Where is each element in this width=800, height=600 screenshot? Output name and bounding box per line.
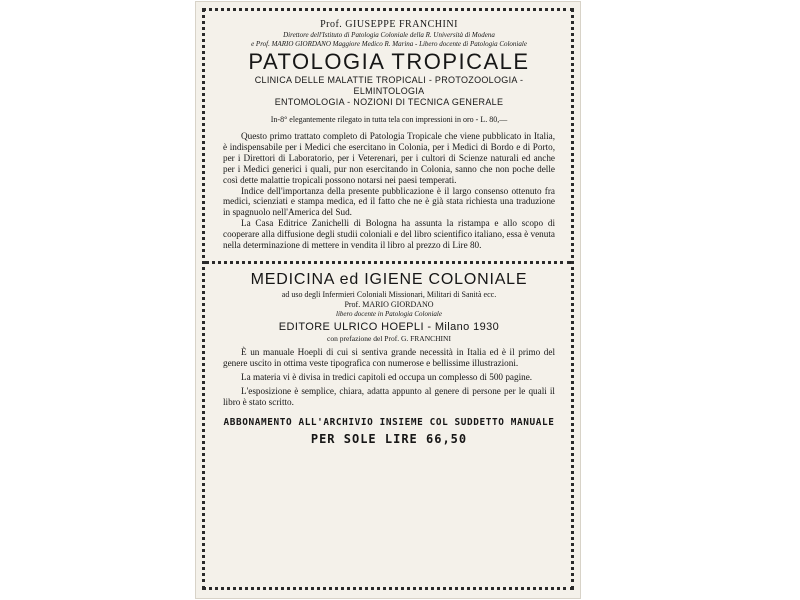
ad2-audience: ad uso degli Infermieri Coloniali Missionari, Militari di Sanità ecc. [281, 289, 497, 299]
ad2-paragraph: La materia vi è divisa in tredici capitoli ed occupa un complesso di 500 pagine. [241, 372, 533, 383]
ad1-price: In-8° elegantemente rilegato in tutta tela con impressioni in oro - L. 80,— [270, 115, 508, 124]
ad2-title: MEDICINA ed IGIENE COLONIALE [250, 270, 528, 288]
ad1-coauthor: e Prof. MARIO GIORDANO Maggiore Medico R. Marina - Libero docente di Patologia Coloniale [251, 39, 527, 48]
offer-line-2: PER SOLE LIRE 66,50 [310, 432, 468, 447]
subscription-offer [219, 417, 559, 446]
ad1-paragraph: La Casa Editrice Zanichelli di Bologna ha assunta la ristampa e allo scopo di cooperare alla diffusione degli studii coloniali e del libro scientifico italiano, essa è venuta nella determinazione di mettere in vendita il libro al prezzo di Lire 80. [223, 218, 556, 251]
ad1-title: PATOLOGIA TROPICALE [248, 49, 530, 74]
scanned-page [196, 2, 580, 598]
advertisement-patologia-tropicale [219, 19, 559, 251]
ad1-subtitle-line-2: ENTOMOLOGIA - NOZIONI DI TECNICA GENERALE [274, 97, 504, 107]
dotted-border-frame [202, 8, 574, 590]
ad2-preface: con prefazione del Prof. G. FRANCHINI [327, 334, 451, 344]
ad1-paragraph: Questo primo trattato completo di Patologia Tropicale che viene pubblicato in Italia, è indispensabile per i Medici che esercitano in Colonia, per i Medici di Bordo e di Porto, per i Direttori di Laboratorio, per i Veterenari, per i cultori di Scienze naturali ed anche per i Medici generici i quali, pur non esercitando in Colonia, sanno che non poche delle così dette malattie tropicali possono notarsi nei paesi temperati. [223, 131, 555, 185]
section-divider [205, 261, 571, 264]
ad2-paragraph: L'esposizione è semplice, chiara, adatta appunto al genere di persone per le quali il libro è stato scritto. [223, 386, 555, 408]
offer-line-1: ABBONAMENTO ALL'ARCHIVIO INSIEME COL SUDDETTO MANUALE [223, 417, 555, 429]
ad1-author-role: Direttore dell'Istituto di Patologia Coloniale della R. Università di Modena [283, 31, 495, 39]
ad1-paragraph: Indice dell'importanza della presente pubblicazione è il largo consenso ottenuto fra medici, scienziati e stampa medica, ed il fatto che ne è già stata richiesta una traduzione in spagnuolo nell'America del Sud. [223, 185, 555, 218]
ad2-author: Prof. MARIO GIORDANO [344, 299, 434, 309]
ad1-subtitle-line-1: CLINICA DELLE MALATTIE TROPICALI - PROTOZOOLOGIA - ELMINTOLOGIA [254, 75, 524, 96]
ad2-author-role: libero docente in Patologia Coloniale [336, 309, 442, 318]
ad2-paragraph: È un manuale Hoepli di cui si sentiva grande necessità in Italia ed è il primo del genere uscito in ottima veste tipografica con numerose e bellissime illustrazioni. [223, 347, 555, 369]
advertisement-medicina-igiene-coloniale [219, 271, 559, 409]
ad2-editor: EDITORE ULRICO HOEPLI - Milano 1930 [278, 321, 500, 334]
ad1-author: Prof. GIUSEPPE FRANCHINI [320, 19, 458, 30]
